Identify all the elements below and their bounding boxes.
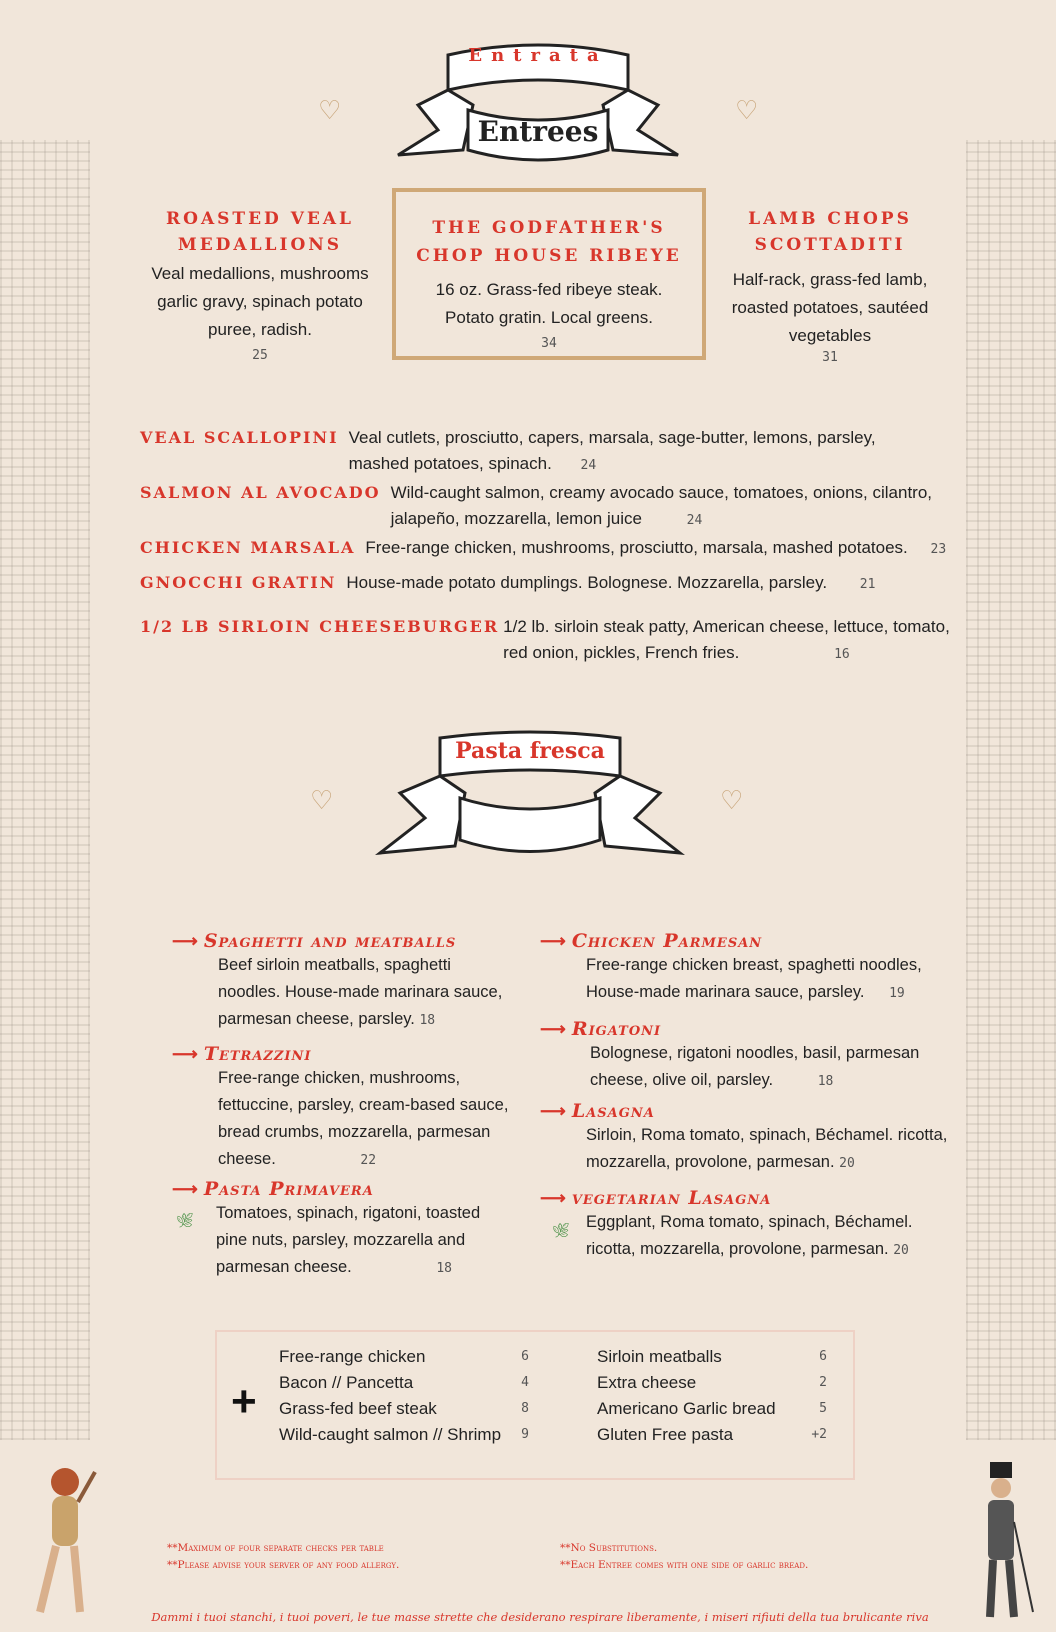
dish-description: House-made potato dumplings. Bolognese. Mozzarella, parsley.: [346, 573, 828, 592]
addon-item: Sirloin meatballs: [597, 1347, 722, 1366]
dish-description: Free-range chicken breast, spaghetti noodles, House-made marinara sauce, parsley.: [586, 956, 922, 1001]
dish-description: Half-rack, grass-fed lamb, roasted potatoes, sautéed vegetables: [731, 270, 929, 345]
dish-price: 34: [541, 336, 557, 351]
dish-title: ROASTED VEAL MEDALLIONS: [166, 209, 354, 255]
dish-title: Pasta Primavera: [203, 1178, 374, 1200]
addon-row: [279, 1396, 529, 1422]
pasta-banner: [365, 728, 695, 868]
addons-left-column: [279, 1344, 529, 1448]
pasta-item: [540, 930, 960, 1007]
dish-title: Spaghetti and meatballs: [203, 930, 457, 952]
addon-price: 2: [819, 1375, 827, 1390]
addon-row: [279, 1344, 529, 1370]
featured-item: [720, 206, 940, 365]
addon-price: 5: [819, 1401, 827, 1416]
list-item: [140, 535, 960, 563]
arrow-icon: ⟶: [540, 1187, 564, 1208]
dish-description: Sirloin, Roma tomato, spinach, Béchamel. ricotta, mozzarella, provolone, parmesan.: [586, 1126, 948, 1171]
addon-item: Grass-fed beef steak: [279, 1399, 437, 1418]
dish-title: GNOCCHI GRATIN: [140, 573, 337, 592]
pasta-item: [172, 1178, 512, 1282]
dish-title: LAMB CHOPS SCOTTADITI: [748, 209, 912, 255]
gentleman-illustration-icon: [968, 1462, 1038, 1622]
dish-title: SALMON AL AVOCADO: [140, 483, 381, 502]
dish-title: Rigatoni: [571, 1018, 662, 1040]
dish-description: 16 oz. Grass-fed ribeye steak. Potato gratin. Local greens.: [435, 280, 663, 327]
dish-description: Veal cutlets, prosciutto, capers, marsala, sage-butter, lemons, parsley, mashed potatoes, spinach.: [348, 428, 876, 473]
banner-word: Entrata: [468, 45, 608, 66]
banner-title: Pasta fresca: [455, 738, 605, 764]
footnote: **Please advise your server of any food allergy.: [167, 1559, 400, 1571]
addon-row: [597, 1396, 827, 1422]
addon-item: Extra cheese: [597, 1373, 697, 1392]
cherub-icon: ♡: [720, 785, 744, 815]
cherub-icon: ♡: [318, 95, 342, 125]
dish-title: Lasagna: [571, 1100, 655, 1122]
dish-description: 1/2 lb. sirloin steak patty, American cheese, lettuce, tomato, red onion, pickles, French fries.: [503, 617, 950, 662]
footnote: **Maximum of four separate checks per table: [167, 1542, 384, 1554]
vintage-figure-left: [20, 1462, 100, 1627]
addon-item: Americano Garlic bread: [597, 1399, 776, 1418]
pasta-item: [172, 1043, 512, 1174]
dish-description: Wild-caught salmon, creamy avocado sauce, tomatoes, onions, cilantro, jalapeño, mozzarella, lemon juice: [390, 483, 933, 528]
dish-price: 18: [436, 1261, 452, 1276]
addon-price: 6: [819, 1349, 827, 1364]
addon-price: 6: [521, 1349, 529, 1364]
dish-description: Beef sirloin meatballs, spaghetti noodles. House-made marinara sauce, parmesan cheese, parsley.: [218, 956, 503, 1028]
dish-price: 22: [360, 1153, 377, 1168]
dish-price: 23: [930, 542, 947, 557]
dish-price: 24: [686, 513, 703, 528]
list-item: [140, 570, 960, 598]
arrow-icon: ⟶: [172, 930, 196, 951]
pasta-item: [540, 1100, 960, 1177]
dish-description: Bolognese, rigatoni noodles, basil, parmesan cheese, olive oil, parsley.: [590, 1044, 920, 1089]
dish-price: 18: [817, 1074, 834, 1089]
dish-title: VEAL SCALLOPINI: [140, 428, 339, 447]
addon-row: [597, 1344, 827, 1370]
vegetarian-leaf-icon: 🌿︎: [176, 1212, 194, 1228]
cherub-icon: ♡: [310, 785, 334, 815]
featured-box: [392, 188, 706, 360]
arrow-icon: ⟶: [540, 1018, 564, 1039]
dish-description: Free-range chicken, mushrooms, fettuccine, parsley, cream-based sauce, bread crumbs, mozzarella, parmesan cheese.: [218, 1069, 509, 1168]
arrow-icon: ⟶: [540, 930, 564, 951]
featured-item: [135, 206, 385, 363]
figure-illustration-icon: [20, 1462, 100, 1622]
list-item: [140, 480, 960, 534]
footnote: **No Substitutions.: [560, 1542, 658, 1554]
addon-item: Free-range chicken: [279, 1347, 426, 1366]
dish-price: 24: [580, 458, 597, 473]
addon-row: [597, 1422, 827, 1448]
dish-description: Free-range chicken, mushrooms, prosciutto, marsala, mashed potatoes.: [365, 538, 908, 557]
plus-icon: +: [231, 1377, 257, 1426]
cherub-icon: ♡: [735, 95, 759, 125]
arrow-icon: ⟶: [172, 1043, 196, 1064]
dish-price: 20: [839, 1156, 855, 1171]
dish-price: 31: [822, 350, 838, 365]
vintage-figure-right: [968, 1462, 1038, 1627]
pasta-item: [540, 1018, 960, 1095]
dish-title: 1/2 LB SIRLOIN CHEESEBURGER: [140, 617, 500, 636]
addon-price: 4: [521, 1375, 529, 1390]
dish-price: 16: [834, 647, 850, 662]
list-item: [140, 425, 920, 479]
addon-price: +2: [811, 1427, 827, 1442]
addon-price: 9: [521, 1427, 529, 1442]
footnotes-left: [167, 1540, 399, 1574]
dish-price: 21: [859, 577, 876, 592]
addons-right-column: [597, 1344, 827, 1448]
dish-title: CHICKEN MARSALA: [140, 538, 356, 557]
background-pattern-left: [0, 140, 90, 1440]
dish-title: THE GODFATHER'S CHOP HOUSE RIBEYE: [416, 218, 682, 266]
background-pattern-right: [966, 140, 1056, 1440]
addon-item: Wild-caught salmon // Shrimp: [279, 1425, 502, 1444]
dish-title: Tetrazzini: [203, 1043, 312, 1065]
arrow-icon: ⟶: [540, 1100, 564, 1121]
dish-title: Chicken Parmesan: [571, 930, 763, 952]
footnotes-right: [560, 1540, 808, 1574]
footnote: **Each Entree comes with one side of garlic bread.: [560, 1559, 809, 1571]
italian-quote: Dammi i tuoi stanchi, i tuoi poveri, le tue masse strette che desiderano respirare liberamente, i miseri rifiuti della tua brulicante riva: [151, 1610, 929, 1624]
dish-description: Veal medallions, mushrooms garlic gravy, spinach potato puree, radish.: [151, 264, 369, 339]
addons-box: [215, 1330, 855, 1480]
section-title: Entrees: [477, 115, 599, 148]
addon-item: Gluten Free pasta: [597, 1425, 734, 1444]
dish-price: 25: [252, 348, 268, 363]
addon-price: 8: [521, 1401, 529, 1416]
list-item: [140, 614, 960, 668]
dish-price: 18: [419, 1013, 436, 1028]
pasta-item: [172, 930, 512, 1034]
dish-price: 20: [893, 1243, 909, 1258]
dish-description: Eggplant, Roma tomato, spinach, Béchamel. ricotta, mozzarella, provolone, parmesan.: [586, 1213, 913, 1258]
addon-row: [279, 1370, 529, 1396]
addon-item: Bacon // Pancetta: [279, 1373, 414, 1392]
arrow-icon: ⟶: [172, 1178, 196, 1199]
dish-title: vegetarian Lasagna: [571, 1187, 772, 1209]
addon-row: [279, 1422, 529, 1448]
vegetarian-leaf-icon: 🌿︎: [552, 1222, 570, 1238]
addon-row: [597, 1370, 827, 1396]
entrata-banner: [378, 35, 698, 175]
pasta-item: [540, 1187, 960, 1264]
dish-price: 19: [889, 986, 905, 1001]
dish-description: Tomatoes, spinach, rigatoni, toasted pine nuts, parsley, mozzarella and parmesan cheese.: [216, 1204, 481, 1276]
